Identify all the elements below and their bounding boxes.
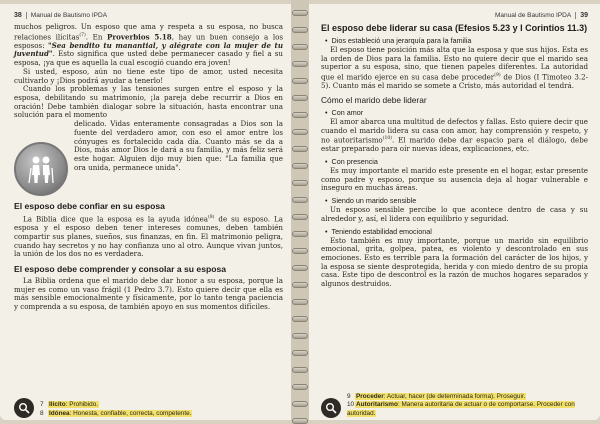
footnote-definition: : Honesta, confiable, correcta, competente. (69, 409, 192, 417)
spiral-coil (292, 78, 308, 84)
spiral-coil (292, 61, 308, 67)
spiral-coil (292, 418, 308, 424)
footnote (347, 401, 600, 418)
point-heading: • Siendo un marido sensible (325, 196, 588, 205)
text: muchos peligros. Un esposo que ama y respeta a su esposa, no busca relaciones ilícitas (14, 22, 283, 42)
footnote-ref: (8) (208, 215, 215, 221)
spiral-coil (292, 95, 308, 101)
text: de su esposo. La esposa y el esposo deben tener intereses comunes, deben también compartir sus planes, sueños, sus finanzas, en fin. El matrimonio peligra, cuando hay secretos y no hay confianza uno al otro. Aunque vivan juntos, la unión de los dos no es verdadera. (14, 214, 283, 259)
spiral-coil (292, 112, 308, 118)
paragraph: delicado. Vidas enteramente consagradas a Dios son la fuente del verdadero amor, con eso el amor entre los cónyuges es fortalecido cada día. Cuanto más se da a Dios, más amor Dios le dará a su familia, y más feliz será este hogar. Alguien dijo muy bien que: "La familia que ora unida, permanece unida". (74, 119, 283, 172)
spiral-coil (292, 146, 308, 152)
point-heading: • Teniendo estabilidad emocional (325, 227, 588, 236)
footnote-ref: (9) (494, 73, 501, 79)
text: El esposo tiene posición más alta que la esposa y que sus hijos. Esta es la orden de Dios para la familia. Esto no quiere decir que el marido sea superior a su esposa, sino, que tienen papeles diferentes. La autoridad que el marido ejerce en su casa debe proceder (321, 45, 588, 82)
spiral-coil (292, 401, 308, 407)
left-page (0, 4, 291, 420)
spiral-coil (292, 10, 308, 16)
spiral-coil (292, 129, 308, 135)
text: . Esto significa que usted debe permanecer casado y fiel a su esposa, ¡ya que es aquella la cual escogió cuando era joven! (14, 49, 283, 68)
paragraph (321, 46, 588, 91)
left-page-number: 38 (14, 12, 22, 19)
footnote-term: Idónea (49, 409, 70, 417)
elderly-couple-icon (14, 142, 68, 196)
spiral-coil (292, 163, 308, 169)
footnotes (321, 393, 600, 419)
spiral-coil (292, 333, 308, 339)
paragraph: Un esposo sensible percibe lo que acontece dentro de casa y su alrededor y, así, el lidera con equilibrio y seguridad. (321, 205, 588, 223)
spiral-coil (292, 44, 308, 50)
subsection-heading: Cómo el marido debe liderar (321, 94, 427, 105)
footnote-number: 8 (40, 409, 44, 417)
text: de Dios (I Timoteo 3.2-5). Cuanto más el marido se somete a Cristo, más autoridad el tendrá. (321, 72, 588, 91)
spiral-coil (292, 384, 308, 390)
spiral-coil (292, 180, 308, 186)
footnote-term: Autoritarismo (356, 401, 398, 408)
footnote-ref: (7) (79, 32, 86, 38)
spiral-coil (292, 248, 308, 254)
spiral-coil (292, 197, 308, 203)
paragraph: Cuando los problemas y las tensiones surgen entre el esposo y la esposa, debilitando su matrimonio, ¡la pareja debe recurrir a Dios en oración! Debe también dialogar sobre la situación, hasta encontrar una solución para el momento (14, 84, 283, 120)
paragraph: Es muy importante el marido este presente en el hogar, estar presente como padre y esposo, porque su ausencia deja al hogar vulnerable e inseguro en muchas áreas. (321, 166, 588, 193)
paragraph: Esto también es muy importante, porque un marido sin equilibrio emocional, grita, golpea, patea, es violento y descontrolado en sus emociones. Esto es terrible para la formación del carácter de los hijos, y la esposa se siente desprotegida, herida y con miedo dentro de su propia casa. Este tipo de descontrol es la razón de muchos hogares separados y algunos destruidos. (321, 235, 588, 289)
section-heading: El esposo debe comprender y consolar a su esposa (14, 263, 227, 274)
magnifier-icon (14, 398, 34, 418)
right-running-title: Manual de Bautismo IPDA (494, 12, 572, 19)
right-running-head (321, 12, 588, 19)
paragraph (14, 214, 283, 259)
image-text-flow (14, 120, 283, 196)
point-heading: • Con presencia (325, 157, 588, 166)
footnote (40, 410, 192, 419)
paragraph: La Biblia ordena que el marido debe dar honor a su esposa, porque la mujer es como un vaso frágil (1 Pedro 3.7). Esto quiere decir que ella es más sensible emocionalmente y físicamente, por lo tanto tenga paciencia y comprenda a su esposa, de también apoyo en sus momentos difíciles. (14, 275, 283, 312)
divider (26, 12, 27, 19)
right-page (309, 4, 600, 420)
bible-quote: "Sea bendito tu manantial, y alégrate con la mujer de tu juventud" (14, 40, 283, 59)
footnote-number: 10 (347, 401, 355, 408)
spiral-coil (292, 231, 308, 237)
spiral-coil (292, 282, 308, 288)
paragraph: Si usted, esposo, aún no tiene este tipo de amor, usted necesita cultivarlo y ¡Dios podrá ayudar a tenerlo! (14, 66, 283, 85)
left-running-head (14, 12, 283, 19)
footnotes (14, 398, 291, 418)
footnote-number: 9 (347, 392, 351, 400)
text: La Biblia dice que la esposa es la ayuda idónea (23, 214, 209, 224)
footnote-term: Proceder (356, 392, 384, 400)
right-page-number: 39 (580, 12, 588, 19)
section-heading: El esposo debe confiar en su esposa (14, 201, 165, 212)
spiral-coil (292, 27, 308, 33)
bible-reference: Proverbios 5.18 (107, 32, 172, 42)
footnote-definition: : Actuar, hacer (de determinada forma). Proseguir. (383, 392, 526, 400)
point-heading: • Dios estableció una jerarquía para la familia (325, 36, 588, 45)
left-running-title: Manual de Bautismo IPDA (30, 12, 108, 19)
footnote-definition: : Prohibido. (65, 401, 99, 408)
point-heading: • Con amor (325, 108, 588, 117)
spiral-coil (292, 350, 308, 356)
spiral-coil (292, 265, 308, 271)
spiral-coil (292, 316, 308, 322)
footnote-definition: : Manera autoritaria de actuar o de comportarse. Proceder con autoridad. (347, 401, 575, 417)
text: . El marido debe dar espacio para el diálogo, debe estar preparado para oír nuevas ideas, explicaciones, etc. (321, 135, 588, 154)
footnote-number: 7 (40, 401, 44, 408)
spiral-binding (291, 0, 309, 424)
page-title: El esposo debe liderar su casa (Efesios 5.23 y I Corintios 11.3) (321, 23, 588, 33)
divider (575, 12, 576, 19)
footnote-ref: (10) (382, 136, 392, 142)
paragraph (321, 118, 588, 154)
intro-paragraph (14, 23, 283, 68)
spiral-coil (292, 214, 308, 220)
text: . En (85, 32, 108, 42)
footnote (347, 393, 600, 402)
spiral-coil (292, 299, 308, 305)
text: , hay un buen consejo a los esposos: (14, 32, 284, 50)
footnote (40, 401, 192, 410)
footnote-term: Ilícito (49, 401, 66, 408)
magnifier-icon (321, 398, 341, 418)
text: El amor abarca una multitud de defectos y fallas. Esto quiere decir que cuando el marido lidera su casa con amor, hay comprensión y respeto, y no autoritarismo (321, 116, 588, 145)
spiral-coil (292, 367, 308, 373)
